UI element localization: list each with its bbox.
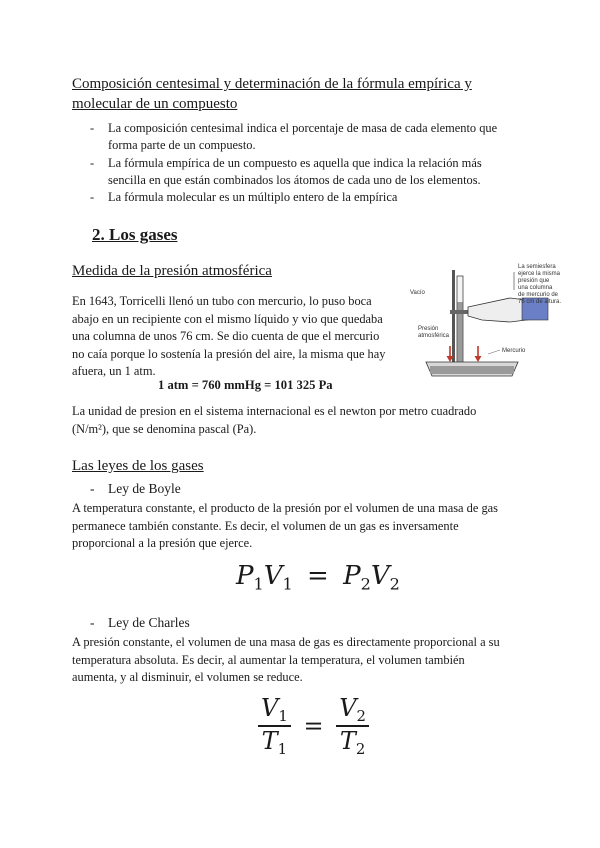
boyle-heading: - Ley de Boyle	[90, 481, 181, 496]
label-mercurio: Mercurio	[502, 348, 526, 354]
pressure-unit-paragraph: La unidad de presion en el sistema internacional es el newton por metro cuadrado (N/m²), que se denomina pascal (Pa).	[72, 404, 477, 436]
list-item: - La fórmula molecular es un múltiplo entero de la empírica	[90, 190, 398, 205]
torricelli-paragraph: En 1643, Torricelli llenó un tubo con mercurio, lo puso boca abajo en un recipiente con el mismo líquido y vio que quedaba una columna de unos 76 cm. Se dio cuenta de que el mercurio no caía porque lo sostenía la presión del aire, la misma que hay afuera, un 1 atm.	[72, 294, 386, 378]
list-item: - La fórmula empírica de un compuesto es aquella que indica la relación más sencilla en que están combinados los átomos de cada uno de los elementos.	[90, 155, 482, 187]
charles-heading: - Ley de Charles	[90, 615, 190, 630]
label-presion: Presión atmosférica	[418, 326, 450, 339]
pressure-equivalence: 1 atm = 760 mmHg = 101 325 Pa	[158, 378, 333, 392]
charles-formula: $\frac{V_1}{T_1}$ = $\frac{V_2}{T_2}$	[258, 694, 369, 758]
section-title-line-1: Composición centesimal y determinación de la fórmula empírica y	[72, 76, 472, 92]
composition-bullet-list	[90, 120, 540, 206]
charles-paragraph: A presión constante, el volumen de una masa de gas es directamente proporcional a su temperatura absoluta. Es decir, al aumentar la temperatura, el volumen también aumenta, y al disminuir, el volumen se reduce.	[72, 635, 500, 684]
list-item: - La composición centesimal indica el porcentaje de masa de cada elemento que forma parte de un compuesto.	[90, 121, 498, 153]
figure-note: La semiesfera ejerce la misma presión que una columna de mercurio de 76 cm de altura.	[518, 264, 562, 305]
subsection-title-pressure: Medida de la presión atmosférica	[72, 263, 272, 279]
section-title-composition	[72, 74, 542, 114]
boyle-formula: $P_1V_1 = P_2V_2$	[236, 561, 400, 594]
subsection-title-gas-laws: Las leyes de los gases	[72, 458, 204, 474]
boyle-paragraph: A temperatura constante, el producto de la presión por el volumen de una masa de gas permanece también constante. Es decir, el volumen de un gas es inversamente proporcional a la presión que ejerce.	[72, 501, 498, 550]
section-heading-gases: 2. Los gases	[92, 225, 178, 244]
section-title-line-2: molecular de un compuesto	[72, 96, 238, 112]
torricelli-figure	[410, 262, 570, 382]
label-vacio: Vacío	[410, 290, 425, 296]
